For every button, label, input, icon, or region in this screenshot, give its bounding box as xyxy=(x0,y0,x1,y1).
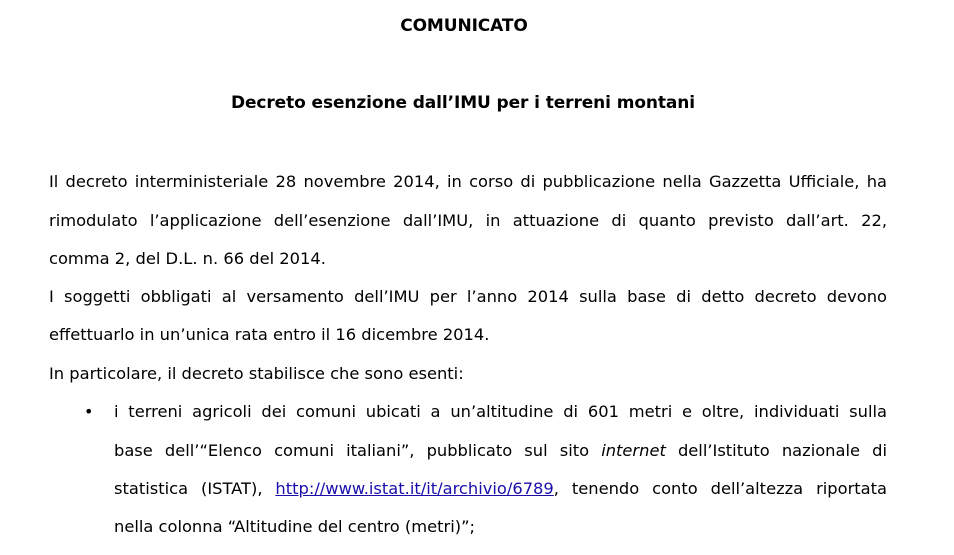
bullet-dot: • xyxy=(84,402,94,421)
bullet-1-line-3-start: statistica (ISTAT), xyxy=(114,479,276,498)
paragraph-1-line-1: Il decreto interministeriale 28 novembre 2014, in corso di pubblicazione nella Gazzetta Ufficiale, ha xyxy=(49,172,887,191)
document-subtitle: Decreto esenzione dall’IMU per i terreni montani xyxy=(230,93,696,113)
paragraph-1-line-2: rimodulato l’applicazione dell’esenzione dall’IMU, in attuazione di quanto previsto dall’art. 22, xyxy=(49,211,887,230)
bullet-1-line-2 xyxy=(114,441,887,461)
bullet-1-line-3-end: , tenendo conto dell’altezza riportata xyxy=(553,479,887,498)
bullet-1-line-3 xyxy=(114,479,887,499)
istat-link[interactable]: http://www.istat.it/it/archivio/6789 xyxy=(275,479,554,498)
bullet-1-line-4: nella colonna “Altitudine del centro (metri)”; xyxy=(114,517,475,536)
italic-internet: internet xyxy=(601,441,666,460)
paragraph-1-line-3: comma 2, del D.L. n. 66 del 2014. xyxy=(49,249,326,268)
bullet-1-line-1: i terreni agricoli dei comuni ubicati a un’altitudine di 601 metri e oltre, individuati sulla xyxy=(114,402,887,421)
bullet-1-line-2-end: dell’Istituto nazionale di xyxy=(665,441,887,460)
paragraph-3-line-1: In particolare, il decreto stabilisce che sono esenti: xyxy=(49,364,464,383)
document-title: COMUNICATO xyxy=(400,16,528,36)
paragraph-2-line-1: I soggetti obbligati al versamento dell’IMU per l’anno 2014 sulla base di detto decreto devono xyxy=(49,287,887,306)
paragraph-2-line-2: effettuarlo in un’unica rata entro il 16 dicembre 2014. xyxy=(49,325,490,344)
bullet-1-line-2-start: base dell’“Elenco comuni italiani”, pubblicato sul sito xyxy=(114,441,602,460)
